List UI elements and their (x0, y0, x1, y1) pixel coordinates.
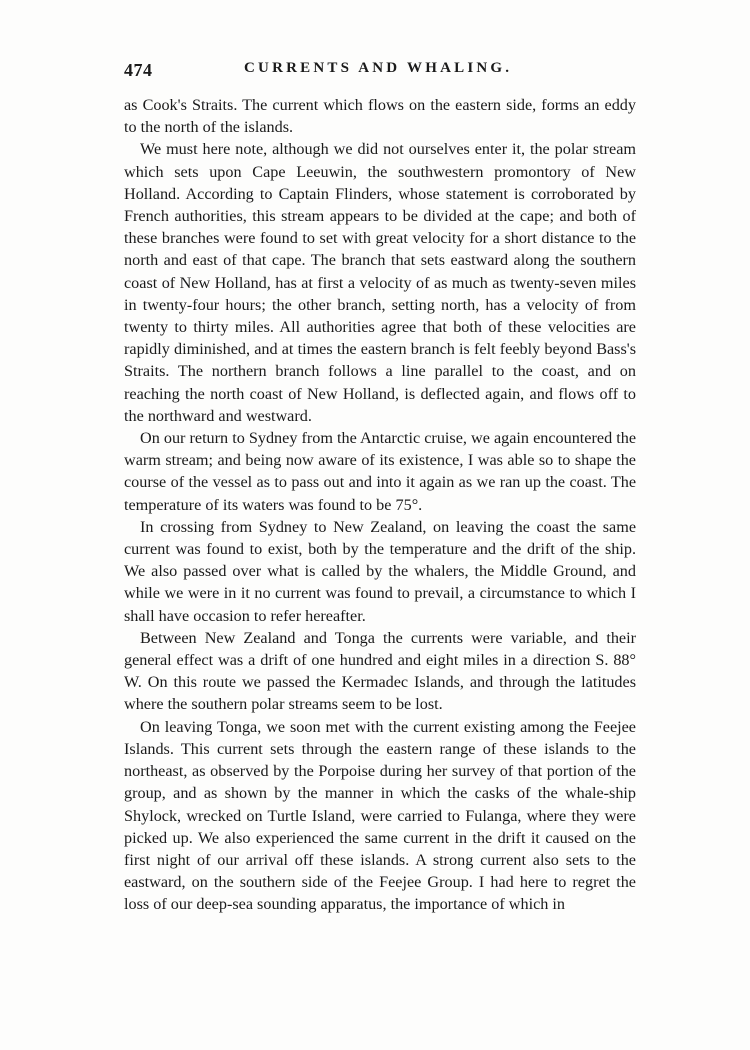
paragraph-feejee-islands: On leaving Tonga, we soon met with the current existing among the Feejee Islands. This current sets through the eastern range of these islands to the northeast, as observed by the Porpoise during her survey of that portion of the group, and as shown by the manner in which the casks of the whale-ship Shylock, wrecked on Turtle Island, were carried to Fulanga, where they were picked up. We also experienced the same current in the drift it caused on the first night of our arrival off these islands. A strong current also sets to the eastward, on the southern side of the Feejee Group. I had here to regret the loss of our deep-sea sounding apparatus, the importance of which in (124, 717, 636, 914)
paragraph-sydney-to-new-zealand: In crossing from Sydney to New Zealand, on leaving the coast the same current was found to exist, both by the temperature and the drift of the ship. We also passed over what is called by the whalers, the Middle Ground, and while we were in it no current was found to prevail, a circumstance to which I shall have occasion to refer hereafter. (124, 517, 636, 625)
paragraph-cape-leeuwin: We must here note, although we did not ourselves enter it, the polar stream which sets upon Cape Leeuwin, the southwestern promontory of New Holland. According to Captain Flinders, whose statement is corroborated by French authorities, this stream appears to be divided at the cape; and both of these branches were found to set with great velocity for a short distance to the north and east of that cape. The branch that sets eastward along the southern coast of New Holland, has at first a velocity of as much as twenty-seven miles in twenty-four hours; the other branch, setting north, has a velocity of from twenty to thirty miles. All authorities agree that both of these velocities are rapidly diminished, and at times the eastern branch is felt feebly beyond Bass's Straits. The northern branch follows a line parallel to the coast, and on reaching the north coast of New Holland, is deflected again, and flows off to the northward and westward. (124, 140, 636, 425)
running-title: CURRENTS AND WHALING. (244, 60, 513, 76)
body-text (124, 94, 636, 916)
paragraph-new-zealand-to-tonga: Between New Zealand and Tonga the currents were variable, and their general effect was a drift of one hundred and eight miles in a direction S. 88° W. On this route we passed the Kermadec Islands, and through the latitudes where the southern polar streams seem to be lost. (124, 628, 636, 714)
paragraph-continuation: as Cook's Straits. The current which flows on the eastern side, forms an eddy to the north of the islands. (124, 96, 636, 137)
paragraph-return-to-sydney: On our return to Sydney from the Antarctic cruise, we again encountered the warm stream; and being now aware of its existence, I was able so to shape the course of the vessel as to pass out and into it again as we ran up the coast. The temperature of its waters was found to be 75°. (124, 429, 636, 514)
page-number: 474 (124, 60, 153, 80)
running-head (124, 60, 534, 84)
